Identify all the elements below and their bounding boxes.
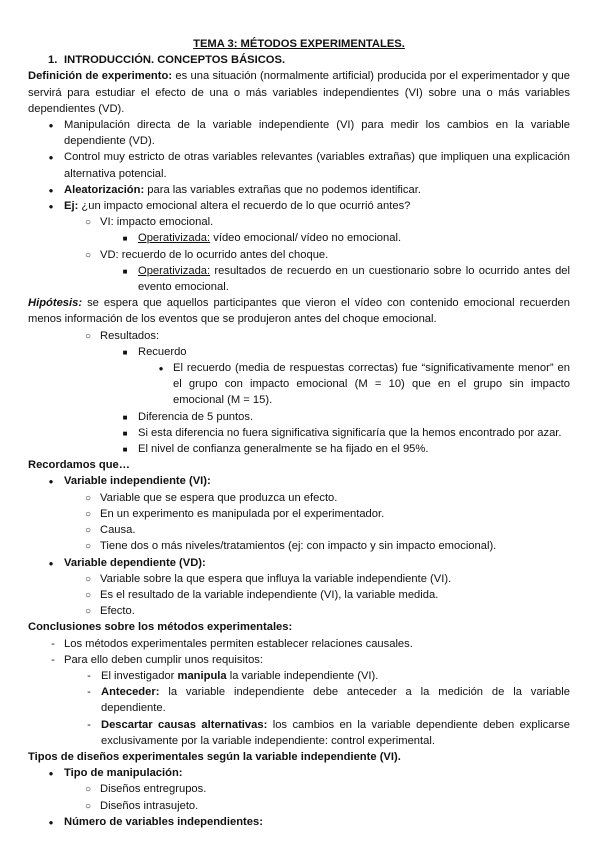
dash-bullet-icon [84,717,94,733]
bullet-icon [46,555,56,572]
bullet-icon [46,765,56,782]
list-item: - El investigador manipula la variable independiente (VI). [28,668,570,684]
hypothesis-label: Hipótesis: [28,297,83,310]
list-item: ○ Diseños intrasujeto. [28,798,570,814]
list-item: ■ Diferencia de 5 puntos. [28,409,570,425]
list-item: ■ Operativizada: vídeo emocional/ vídeo no emocional. [28,230,570,246]
dash-bullet-icon [84,668,94,684]
definition-text: es una situación (normalmente artificial) producida por el experimentador y que servirá para estudiar el efecto de una o más variables independientes (VI) sobre una o más variables dependientes (VD). [28,70,570,115]
bullet-icon [46,149,56,166]
section-number: 1. [48,54,58,67]
list-item: - Anteceder: la variable independiente debe anteceder a la medición de la variable dependiente. [28,684,570,716]
list-item: ■ Recuerdo [28,344,570,360]
list-item: ○ Resultados: [28,328,570,344]
bullet-icon [46,117,56,134]
list-item: ○ Tiene dos o más niveles/tratamientos (ej: con impacto y sin impacto emocional). [28,538,570,554]
list-item: ○ Variable sobre la que espera que influya la variable independiente (VI). [28,571,570,587]
dash-bullet-icon [84,684,94,700]
circle-bullet-icon [83,798,93,815]
list-item: - Para ello deben cumplir unos requisitos: [28,652,570,668]
bullet-icon [46,198,56,215]
circle-bullet-icon [83,571,93,588]
list-item: ○ Variable que se espera que produzca un efecto. [28,490,570,506]
document-title: TEMA 3: MÉTODOS EXPERIMENTALES. [193,38,405,50]
list-item: ● Ej: ¿un impacto emocional altera el recuerdo de lo que ocurrió antes? [28,198,570,214]
recordamos-heading: Recordamos que… [28,459,130,472]
list-item: ○ Efecto. [28,603,570,619]
list-item: - Descartar causas alternativas: los cambios en la variable dependiente deben explicarse exclusivamente por la variable independiente: control experimental. [28,717,570,749]
list-item: ○ Diseños entregrupos. [28,781,570,797]
section-heading [28,52,570,68]
list-item: ● Número de variables independientes: [28,814,570,830]
square-bullet-icon [120,263,130,280]
list-item: ○ Causa. [28,522,570,538]
list-item: - Los métodos experimentales permiten establecer relaciones causales. [28,636,570,652]
dash-bullet-icon [48,652,58,668]
bullet-icon [46,473,56,490]
list-item: ● Aleatorización: para las variables extrañas que no podemos identificar. [28,182,570,198]
conclusiones-heading: Conclusiones sobre los métodos experimentales: [28,621,293,634]
list-item: ■ Si esta diferencia no fuera significativa significaría que la hemos encontrado por azar. [28,425,570,441]
hypothesis-paragraph: Hipótesis: se espera que aquellos participantes que vieron el vídeo con contenido emocional recuerden menos información de los eventos que se produjeron antes del choque emocional. [28,297,570,326]
circle-bullet-icon [83,247,93,264]
list-item: ○ En un experimento es manipulada por el experimentador. [28,506,570,522]
bullet-icon [156,360,166,377]
list-item: ○ VI: impacto emocional. [28,214,570,230]
definition-paragraph [28,68,570,117]
circle-bullet-icon [83,603,93,620]
tipos-heading: Tipos de diseños experimentales según la variable independiente (VI). [28,750,401,763]
section-title: INTRODUCCIÓN. CONCEPTOS BÁSICOS. [64,54,286,67]
square-bullet-icon [120,230,130,247]
list-item: ● Variable dependiente (VD): [28,555,570,571]
list-item: ■ El nivel de confianza generalmente se ha fijado en el 95%. [28,441,570,457]
list-item: ○ Es el resultado de la variable independiente (VI), la variable medida. [28,587,570,603]
circle-bullet-icon [83,490,93,507]
square-bullet-icon [120,344,130,361]
list-item: ● Control muy estricto de otras variables relevantes (variables extrañas) que impliquen una explicación alternativa potencial. [28,149,570,181]
list-item: ● Tipo de manipulación: [28,765,570,781]
circle-bullet-icon [83,538,93,555]
circle-bullet-icon [83,214,93,231]
circle-bullet-icon [83,506,93,523]
definition-label: Definición de experimento: [28,70,173,83]
list-item: ● Manipulación directa de la variable independiente (VI) para medir los cambios en la variable dependiente (VD). [28,117,570,149]
square-bullet-icon [120,425,130,442]
circle-bullet-icon [83,522,93,539]
bullet-icon [46,814,56,831]
circle-bullet-icon [83,781,93,798]
list-item: ○ VD: recuerdo de lo ocurrido antes del choque. [28,247,570,263]
list-item: ● Variable independiente (VI): [28,473,570,489]
square-bullet-icon [120,441,130,458]
dash-bullet-icon [48,636,58,652]
circle-bullet-icon [83,328,93,345]
bullet-icon [46,182,56,199]
list-item: ● El recuerdo (media de respuestas correctas) fue “significativamente menor” en el grupo con impacto emocional (M = 10) que en el grupo sin impacto emocional (M = 15). [28,360,570,409]
square-bullet-icon [120,409,130,426]
list-item: ■ Operativizada: resultados de recuerdo en un cuestionario sobre lo ocurrido antes del evento emocional. [28,263,570,295]
circle-bullet-icon [83,587,93,604]
